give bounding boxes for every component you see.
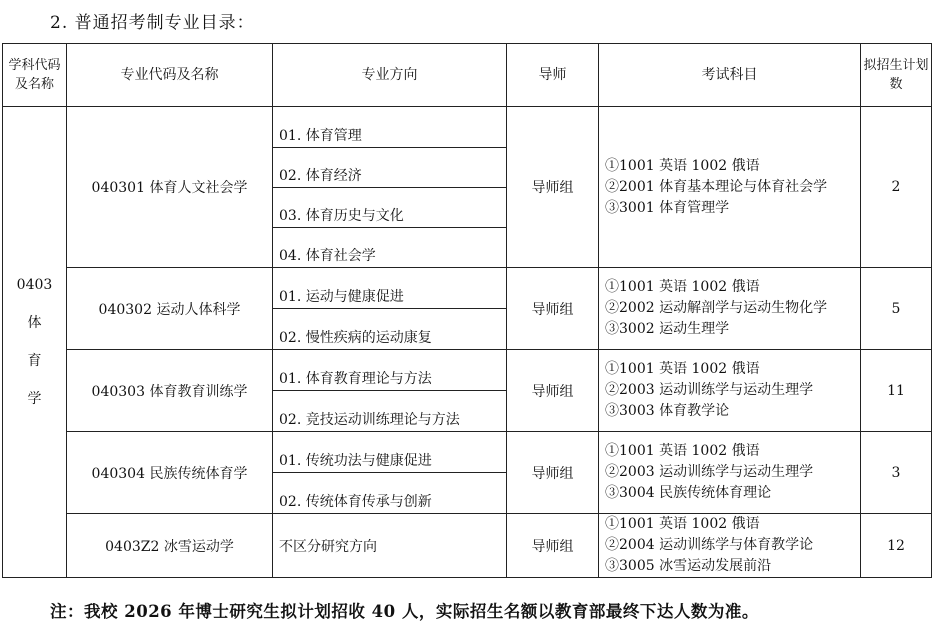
direction-item: 02. 传统体育传承与创新 bbox=[273, 472, 506, 513]
subject-code: 0403 bbox=[16, 277, 53, 293]
subject-cell bbox=[3, 107, 67, 578]
exam-item: ③3005 冰雪运动发展前沿 bbox=[605, 558, 772, 574]
major-cell: 040304 民族传统体育学 bbox=[67, 432, 273, 514]
header-tutor: 导师 bbox=[507, 44, 599, 107]
major-cell: 0403Z2 冰雪运动学 bbox=[67, 514, 273, 578]
footnote: 注：我校 2026 年博士研究生拟计划招收 40 人，实际招生名额以教育部最终下达人数为准。 bbox=[50, 602, 759, 621]
direction-item: 02. 体育经济 bbox=[273, 147, 506, 187]
subject-name-char: 育 bbox=[27, 353, 42, 369]
quota-cell: 3 bbox=[861, 432, 932, 514]
direction-cell bbox=[273, 432, 507, 514]
tutor-cell: 导师组 bbox=[507, 350, 599, 432]
section-heading: 2. 普通招考制专业目录： bbox=[50, 13, 255, 33]
exam-item: ②2003 运动训练学与运动生理学 bbox=[605, 382, 814, 398]
direction-item: 01. 体育教育理论与方法 bbox=[279, 371, 432, 387]
exam-cell bbox=[599, 432, 861, 514]
exam-item: ③3003 体育教学论 bbox=[605, 403, 730, 419]
direction-cell bbox=[273, 350, 507, 432]
exam-cell bbox=[599, 514, 861, 578]
subject-name-char: 体 bbox=[27, 315, 42, 331]
exam-item: ①1001 英语 1002 俄语 bbox=[605, 516, 760, 532]
direction-cell bbox=[273, 107, 507, 268]
exam-item: ①1001 英语 1002 俄语 bbox=[605, 279, 760, 295]
tutor-cell: 导师组 bbox=[507, 268, 599, 350]
header-exam: 考试科目 bbox=[599, 44, 861, 107]
major-catalog-table bbox=[2, 43, 932, 578]
major-cell: 040303 体育教育训练学 bbox=[67, 350, 273, 432]
header-subject: 学科代码及名称 bbox=[3, 44, 67, 107]
tutor-cell: 导师组 bbox=[507, 432, 599, 514]
exam-item: ②2002 运动解剖学与运动生物化学 bbox=[605, 300, 828, 316]
exam-item: ①1001 英语 1002 俄语 bbox=[605, 157, 760, 174]
table-header-row bbox=[3, 44, 932, 107]
exam-item: ③3002 运动生理学 bbox=[605, 321, 730, 337]
quota-cell: 11 bbox=[861, 350, 932, 432]
exam-cell bbox=[599, 268, 861, 350]
table-row bbox=[3, 268, 932, 350]
exam-item: ①1001 英语 1002 俄语 bbox=[605, 361, 760, 377]
exam-item: ③3004 民族传统体育理论 bbox=[605, 485, 772, 501]
direction-cell bbox=[273, 268, 507, 350]
major-cell: 040301 体育人文社会学 bbox=[67, 107, 273, 268]
quota-cell: 5 bbox=[861, 268, 932, 350]
direction-cell: 不区分研究方向 bbox=[273, 514, 507, 578]
direction-item: 01. 运动与健康促进 bbox=[279, 289, 404, 305]
exam-item: ②2001 体育基本理论与体育社会学 bbox=[605, 178, 828, 195]
header-quota: 拟招生计划数 bbox=[861, 44, 932, 107]
direction-item: 02. 竞技运动训练理论与方法 bbox=[273, 390, 506, 431]
header-direction: 专业方向 bbox=[273, 44, 507, 107]
exam-item: ③3001 体育管理学 bbox=[605, 199, 730, 216]
quota-cell: 2 bbox=[861, 107, 932, 268]
exam-cell bbox=[599, 350, 861, 432]
table-row bbox=[3, 432, 932, 514]
subject-name-char: 学 bbox=[27, 391, 42, 407]
exam-item: ②2004 运动训练学与体育教学论 bbox=[605, 537, 814, 553]
direction-item: 01. 传统功法与健康促进 bbox=[279, 453, 432, 469]
exam-item: ①1001 英语 1002 俄语 bbox=[605, 443, 760, 459]
table-row bbox=[3, 350, 932, 432]
quota-cell: 12 bbox=[861, 514, 932, 578]
exam-item: ②2003 运动训练学与运动生理学 bbox=[605, 464, 814, 480]
table-row bbox=[3, 107, 932, 268]
tutor-cell: 导师组 bbox=[507, 107, 599, 268]
direction-item: 03. 体育历史与文化 bbox=[273, 187, 506, 227]
direction-item: 02. 慢性疾病的运动康复 bbox=[273, 308, 506, 349]
header-major: 专业代码及名称 bbox=[67, 44, 273, 107]
tutor-cell: 导师组 bbox=[507, 514, 599, 578]
direction-item: 04. 体育社会学 bbox=[273, 227, 506, 267]
major-cell: 040302 运动人体科学 bbox=[67, 268, 273, 350]
exam-cell bbox=[599, 107, 861, 268]
table-row bbox=[3, 514, 932, 578]
direction-item: 01. 体育管理 bbox=[279, 128, 362, 144]
